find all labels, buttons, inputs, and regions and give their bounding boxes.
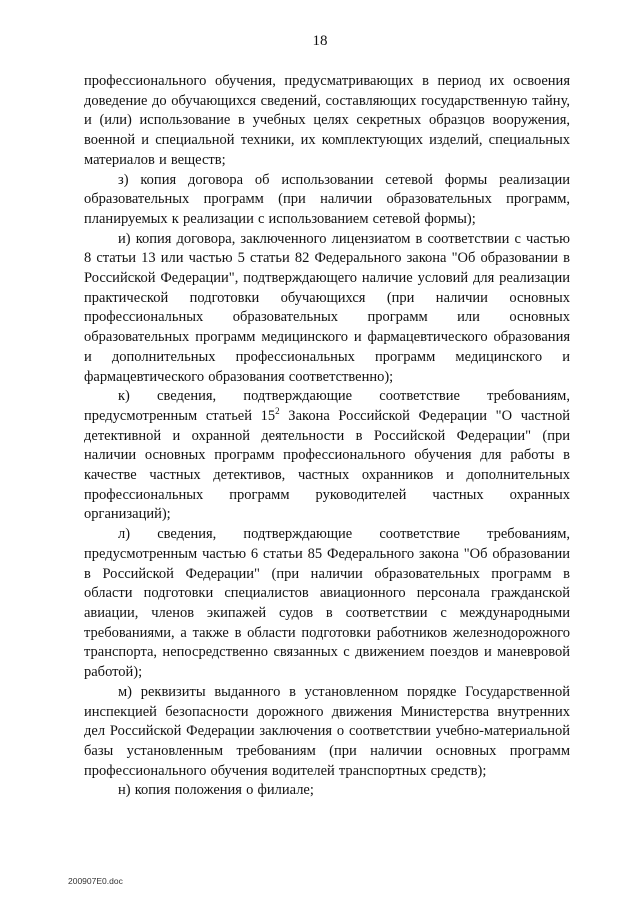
paragraph-item-k-text-before: к) сведения, подтверждающие соответствие требованиям, предусмотренным статьей 15	[84, 388, 570, 424]
document-body	[84, 72, 570, 801]
paragraph-item-m: м) реквизиты выданного в установленном порядке Государственной инспекцией безопасности дорожного движения Министерства внутренних дел Российской Федерации заключения о соответствии учебно-материальной базы установленным требованиям (при наличии основных программ профессионального обучения водителей транспортных средств);	[84, 683, 570, 779]
article-superscript: 2	[275, 406, 280, 417]
footer-filename: 200907E0.doc	[68, 876, 123, 886]
paragraph-item-i: и) копия договора, заключенного лицензиатом в соответствии с частью 8 статьи 13 или частью 5 статьи 82 Федерального закона "Об образовании в Российской Федерации", подтверждающего наличие условий для реализации практической подготовки обучающихся (при наличии основных профессиональных образовательных программ или основных образовательных программ медицинского и фармацевтического образования и дополнительных профессиональных программ медицинского и фармацевтического образования соответственно);	[84, 230, 570, 385]
paragraph-item-l: л) сведения, подтверждающие соответствие требованиям, предусмотренным частью 6 статьи 85 Федерального закона "Об образовании в Российской Федерации" (при наличии образовательных программ в области подготовки специалистов авиационного персонала гражданской авиации, членов экипажей судов в соответствии с международными требованиями, а также в области подготовки работников железнодорожного транспорта, непосредственно связанных с движением поездов и маневровой работой);	[84, 526, 570, 681]
paragraph-item-k-text-after: Закона Российской Федерации "О частной детективной и охранной деятельности в Российской Федерации" (при наличии основных программ профессионального обучения для работы в качестве частных детективов, частных охранников и дополнительных профессиональных программ руководителей частных охранных организаций);	[84, 407, 570, 523]
paragraph-item-z: з) копия договора об использовании сетевой формы реализации образовательных программ (при наличии образовательных программ, планируемых к реализации с использованием сетевой формы);	[84, 171, 570, 227]
page-number: 18	[312, 33, 328, 49]
paragraph-item-n: н) копия положения о филиале;	[118, 782, 314, 799]
paragraph-item-k	[84, 387, 570, 525]
paragraph-continuation: профессионального обучения, предусматривающих в период их освоения доведение до обучающихся сведений, составляющих государственную тайну, и (или) использование в учебных целях секретных образцов вооружения, военной и специальной техники, их комплектующих изделий, специальных материалов и веществ;	[84, 73, 570, 168]
